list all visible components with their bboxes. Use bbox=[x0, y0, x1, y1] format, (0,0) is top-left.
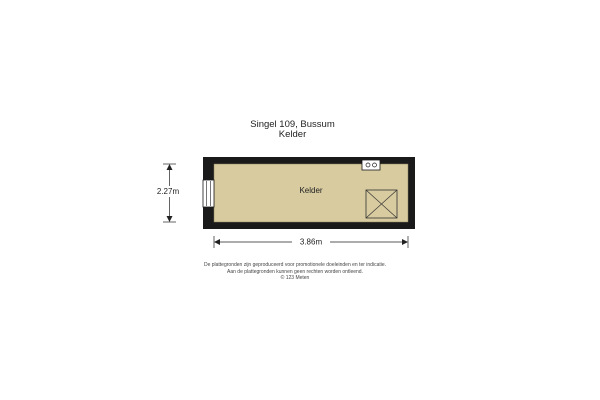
width-dimension-label: 3.86m bbox=[299, 237, 323, 247]
width-dimension bbox=[214, 236, 408, 248]
plan-title: Singel 109, Bussum bbox=[250, 119, 335, 130]
disclaimer-line-1: De plattegronden zijn geproduceerd voor promotionele doeleinden en ter indicatie. bbox=[203, 262, 387, 268]
height-dimension bbox=[148, 164, 188, 222]
window bbox=[203, 180, 214, 207]
room-label: Kelder bbox=[299, 186, 323, 195]
height-dimension-label: 2.27m bbox=[156, 187, 180, 196]
floor-name: Kelder bbox=[278, 129, 307, 140]
disclaimer-line-2: Aan de plattegronden kunnen geen rechten worden ontleend. bbox=[227, 268, 363, 275]
copyright-text: © 123 Meten bbox=[280, 275, 310, 281]
sink-icon bbox=[362, 160, 380, 170]
